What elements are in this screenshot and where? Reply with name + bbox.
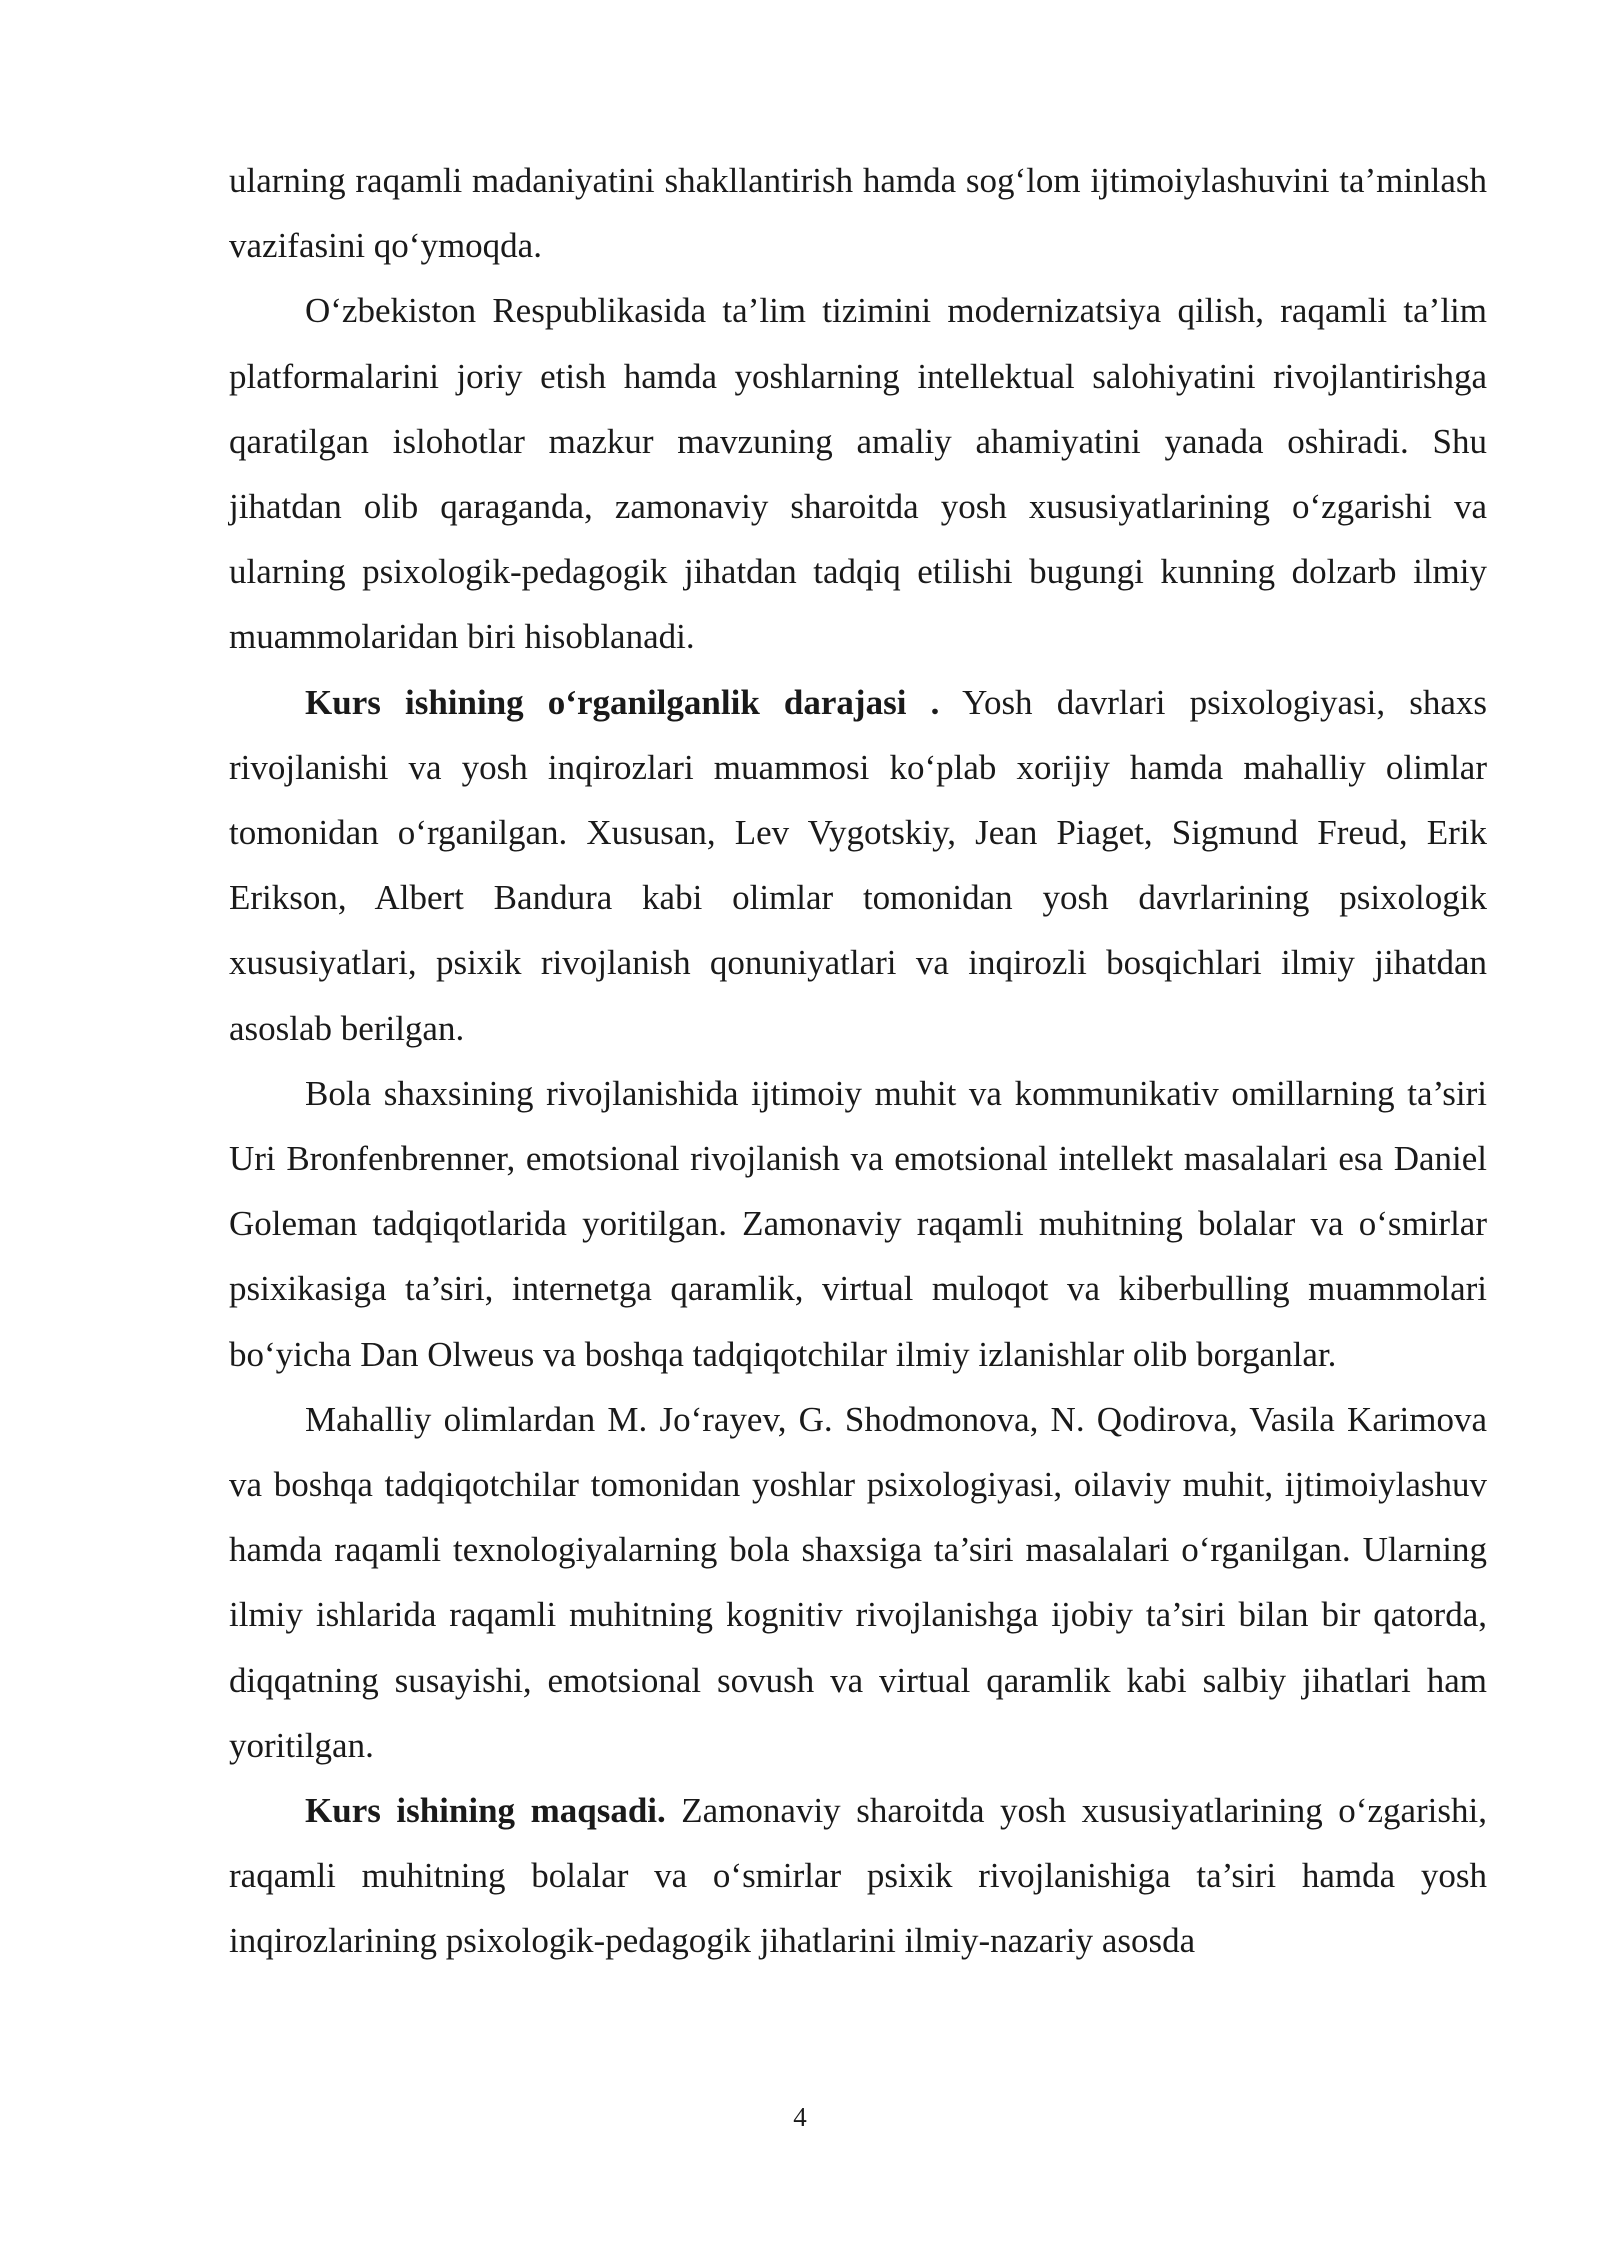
paragraph-social-environment bbox=[229, 1061, 1487, 1387]
paragraph-text: Mahalliy olimlardan M. Jo‘rayev, G. Shodmonova, N. Qodirova, Vasila Karimova va boshqa tadqiqotchilar tomonidan yoshlar psixologiyasi, oilaviy muhit, ijtimoiylashuv hamda raqamli texnologiyalarning bola shaxsiga ta’siri masalalari o‘rganilgan. Ularning ilmiy ishlarida raqamli muhitning kognitiv rivojlanishga ijobiy ta’siri bilan bir qatorda, diqqatning susayishi, emotsional sovush va virtual qaramlik kabi salbiy jihatlari ham yoritilgan. bbox=[229, 1399, 1487, 1765]
paragraph-text: Zamonaviy sharoitda yosh xususiyatlarining o‘zgarishi, raqamli muhitning bolalar va o‘smirlar psixik rivojlanishiga ta’siri hamda yosh inqirozlarining psixologik-pedagogik jihatlarini ilmiy-nazariy asosda bbox=[229, 1791, 1487, 1961]
paragraph-uzbekistan-reforms bbox=[229, 278, 1487, 669]
paragraph-text: O‘zbekiston Respublikasida ta’lim tizimini modernizatsiya qilish, raqamli ta’lim platformalarini joriy etish hamda yoshlarning intellektual salohiyatini rivojlantirishga qaratilgan islohotlar mazkur mavzuning amaliy ahamiyatini yanada oshiradi. Shu jihatdan olib qaraganda, zamonaviy sharoitda yosh xususiyatlarining o‘zgarishi va ularning psixologik-pedagogik jihatdan tadqiq etilishi bugungi kunning dolzarb ilmiy muammolaridan biri hisoblanadi. bbox=[229, 291, 1487, 657]
paragraph-research-degree bbox=[229, 670, 1487, 1061]
paragraph-text: Bola shaxsining rivojlanishida ijtimoiy muhit va kommunikativ omillarning ta’siri Uri Bronfenbrenner, emotsional rivojlanish va emotsional intellekt masalalari esa Daniel Goleman tadqiqotlarida yoritilgan. Zamonaviy raqamli muhitning bolalar va o‘smirlar psixikasiga ta’siri, internetga qaramlik, virtual muloqot va kiberbulling muammolari bo‘yicha Dan Olweus va boshqa tadqiqotchilar ilmiy izlanishlar olib borganlar. bbox=[229, 1073, 1487, 1374]
paragraph-local-scholars bbox=[229, 1387, 1487, 1778]
page-number: 4 bbox=[793, 2102, 807, 2132]
paragraph-text: Yosh davrlari psixologiyasi, shaxs rivojlanishi va yosh inqirozlari muammosi ko‘plab xorijiy hamda mahalliy olimlar tomonidan o‘rganilgan. Xususan, Lev Vygotskiy, Jean Piaget, Sigmund Freud, Erik Erikson, Albert Bandura kabi olimlar tomonidan yosh davrlarining psixologik xususiyatlari, psixik rivojlanish qonuniyatlari va inqirozli bosqichlari ilmiy jihatdan asoslab berilgan. bbox=[229, 682, 1487, 1048]
section-heading-course-goal: Kurs ishining maqsadi. bbox=[305, 1791, 666, 1831]
paragraph-text: ularning raqamli madaniyatini shakllantirish hamda sog‘lom ijtimoiylashuvini ta’minlash vazifasini qo‘ymoqda. bbox=[229, 161, 1487, 266]
section-heading-research-degree: Kurs ishining o‘rganilganlik darajasi . bbox=[305, 682, 940, 722]
paragraph-intro-continuation bbox=[229, 148, 1487, 278]
paragraph-course-goal bbox=[229, 1778, 1487, 1974]
document-body bbox=[229, 148, 1487, 1974]
